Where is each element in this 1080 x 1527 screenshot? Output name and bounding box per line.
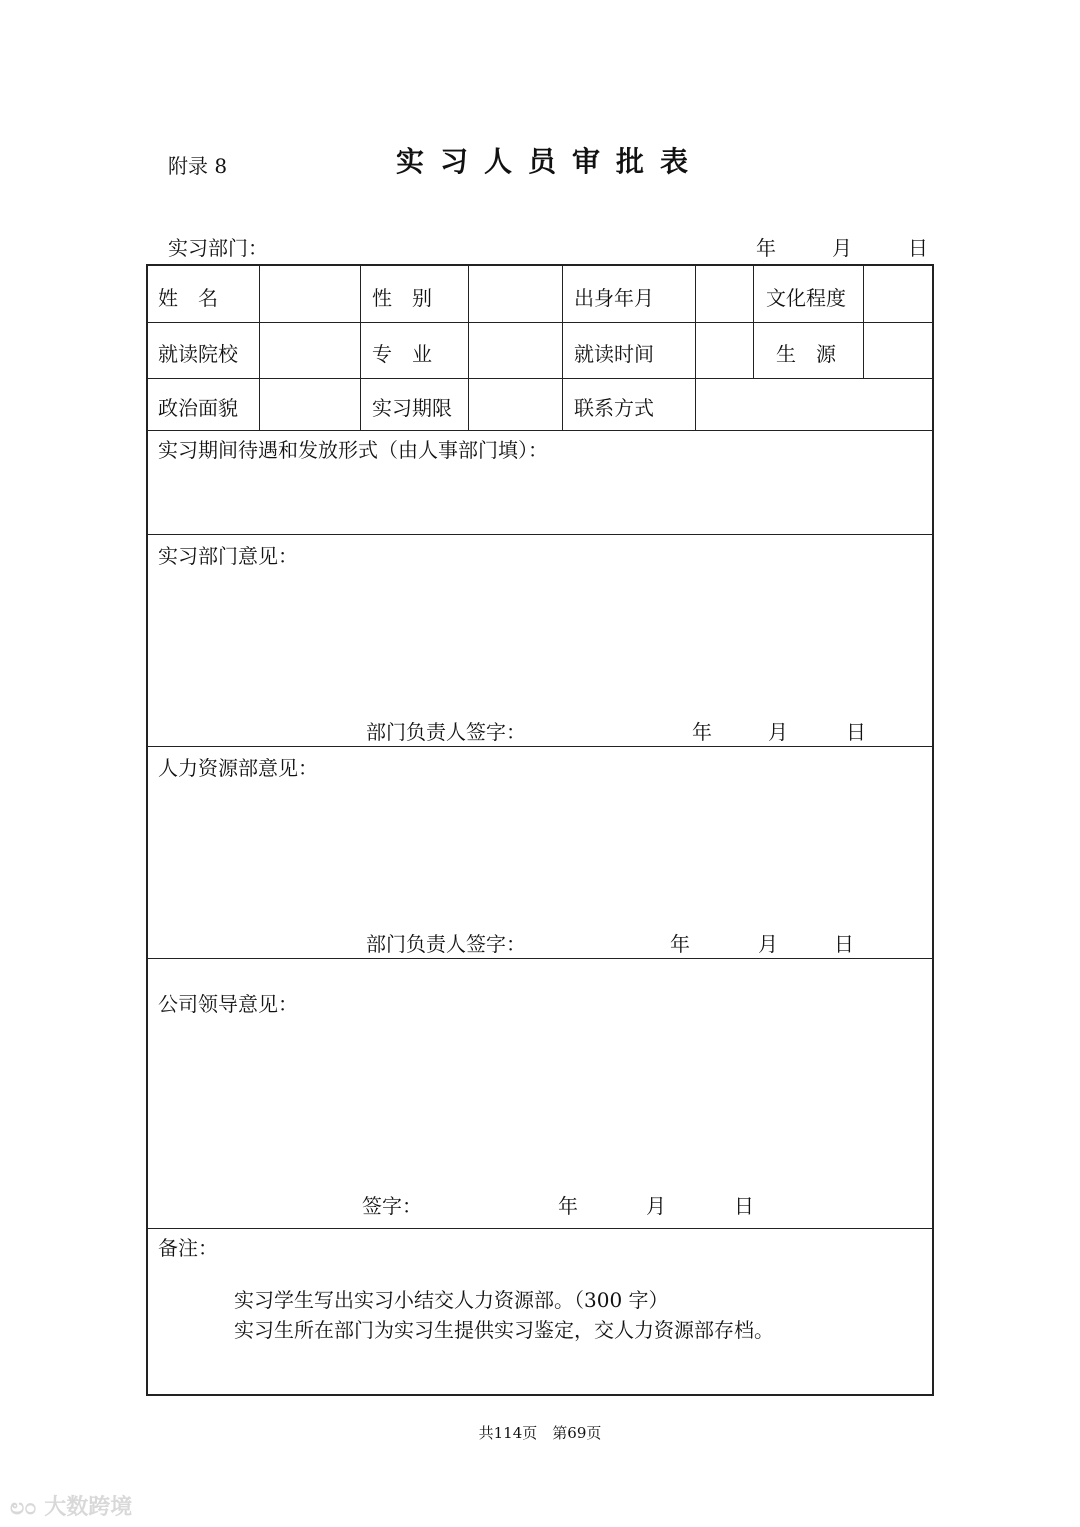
watermark-icon: ಲ೦	[10, 1495, 45, 1520]
leader-signature-label: 签字：	[362, 1194, 422, 1218]
page-title: 实习人员审批表	[395, 145, 704, 178]
political-status-label: 政治面貌	[158, 396, 238, 420]
dept-manager-signature-label: 部门负责人签字：	[366, 720, 526, 744]
gender-label: 性 别	[372, 286, 432, 310]
col-divider	[863, 266, 864, 378]
dept-sign-month: 月	[768, 720, 788, 744]
header-month: 月	[832, 236, 852, 260]
row-divider	[148, 1228, 932, 1229]
row-divider	[148, 746, 932, 747]
row-divider	[148, 534, 932, 535]
major-label: 专 业	[372, 342, 432, 366]
col-divider	[695, 266, 696, 430]
dept-sign-year: 年	[692, 720, 712, 744]
leader-sign-year: 年	[558, 1194, 578, 1218]
hr-manager-signature-label: 部门负责人签字：	[366, 932, 526, 956]
education-label: 文化程度	[766, 286, 846, 310]
col-divider	[562, 266, 563, 430]
dept-sign-day: 日	[846, 720, 866, 744]
remark-note-2: 实习生所在部门为实习生提供实习鉴定，交人力资源部存档。	[234, 1318, 774, 1342]
salary-section-label: 实习期间待遇和发放形式（由人事部门填）：	[158, 438, 548, 462]
page-footer: 共114页 第69页	[478, 1424, 602, 1442]
school-label: 就读院校	[158, 342, 238, 366]
leader-sign-month: 月	[646, 1194, 666, 1218]
col-divider	[259, 266, 260, 430]
col-divider	[360, 266, 361, 430]
hr-sign-day: 日	[834, 932, 854, 956]
header-year: 年	[756, 236, 776, 260]
dept-opinion-label: 实习部门意见：	[158, 544, 298, 568]
row-divider	[148, 430, 932, 431]
internship-dept-label: 实习部门：	[168, 236, 268, 260]
row-divider	[148, 958, 932, 959]
leader-sign-day: 日	[734, 1194, 754, 1218]
watermark-logo	[10, 1490, 132, 1521]
student-origin-label: 生 源	[776, 342, 836, 366]
contact-label: 联系方式	[574, 396, 654, 420]
internship-period-label: 实习期限	[372, 396, 452, 420]
header-day: 日	[908, 236, 928, 260]
study-time-label: 就读时间	[574, 342, 654, 366]
birth-date-label: 出身年月	[574, 286, 654, 310]
col-divider	[753, 266, 754, 378]
remark-note-1: 实习学生写出实习小结交人力资源部。（300 字）	[234, 1288, 669, 1312]
hr-sign-year: 年	[670, 932, 690, 956]
approval-form-table	[146, 264, 934, 1396]
hr-opinion-label: 人力资源部意见：	[158, 756, 318, 780]
leader-opinion-label: 公司领导意见：	[158, 992, 298, 1016]
row-divider	[148, 378, 932, 379]
name-label: 姓 名	[158, 286, 218, 310]
remarks-label: 备注：	[158, 1236, 218, 1260]
appendix-label: 附录 8	[168, 154, 228, 178]
col-divider	[468, 266, 469, 430]
hr-sign-month: 月	[758, 932, 778, 956]
watermark-text: 大数跨境	[44, 1495, 133, 1520]
row-divider	[148, 322, 932, 323]
